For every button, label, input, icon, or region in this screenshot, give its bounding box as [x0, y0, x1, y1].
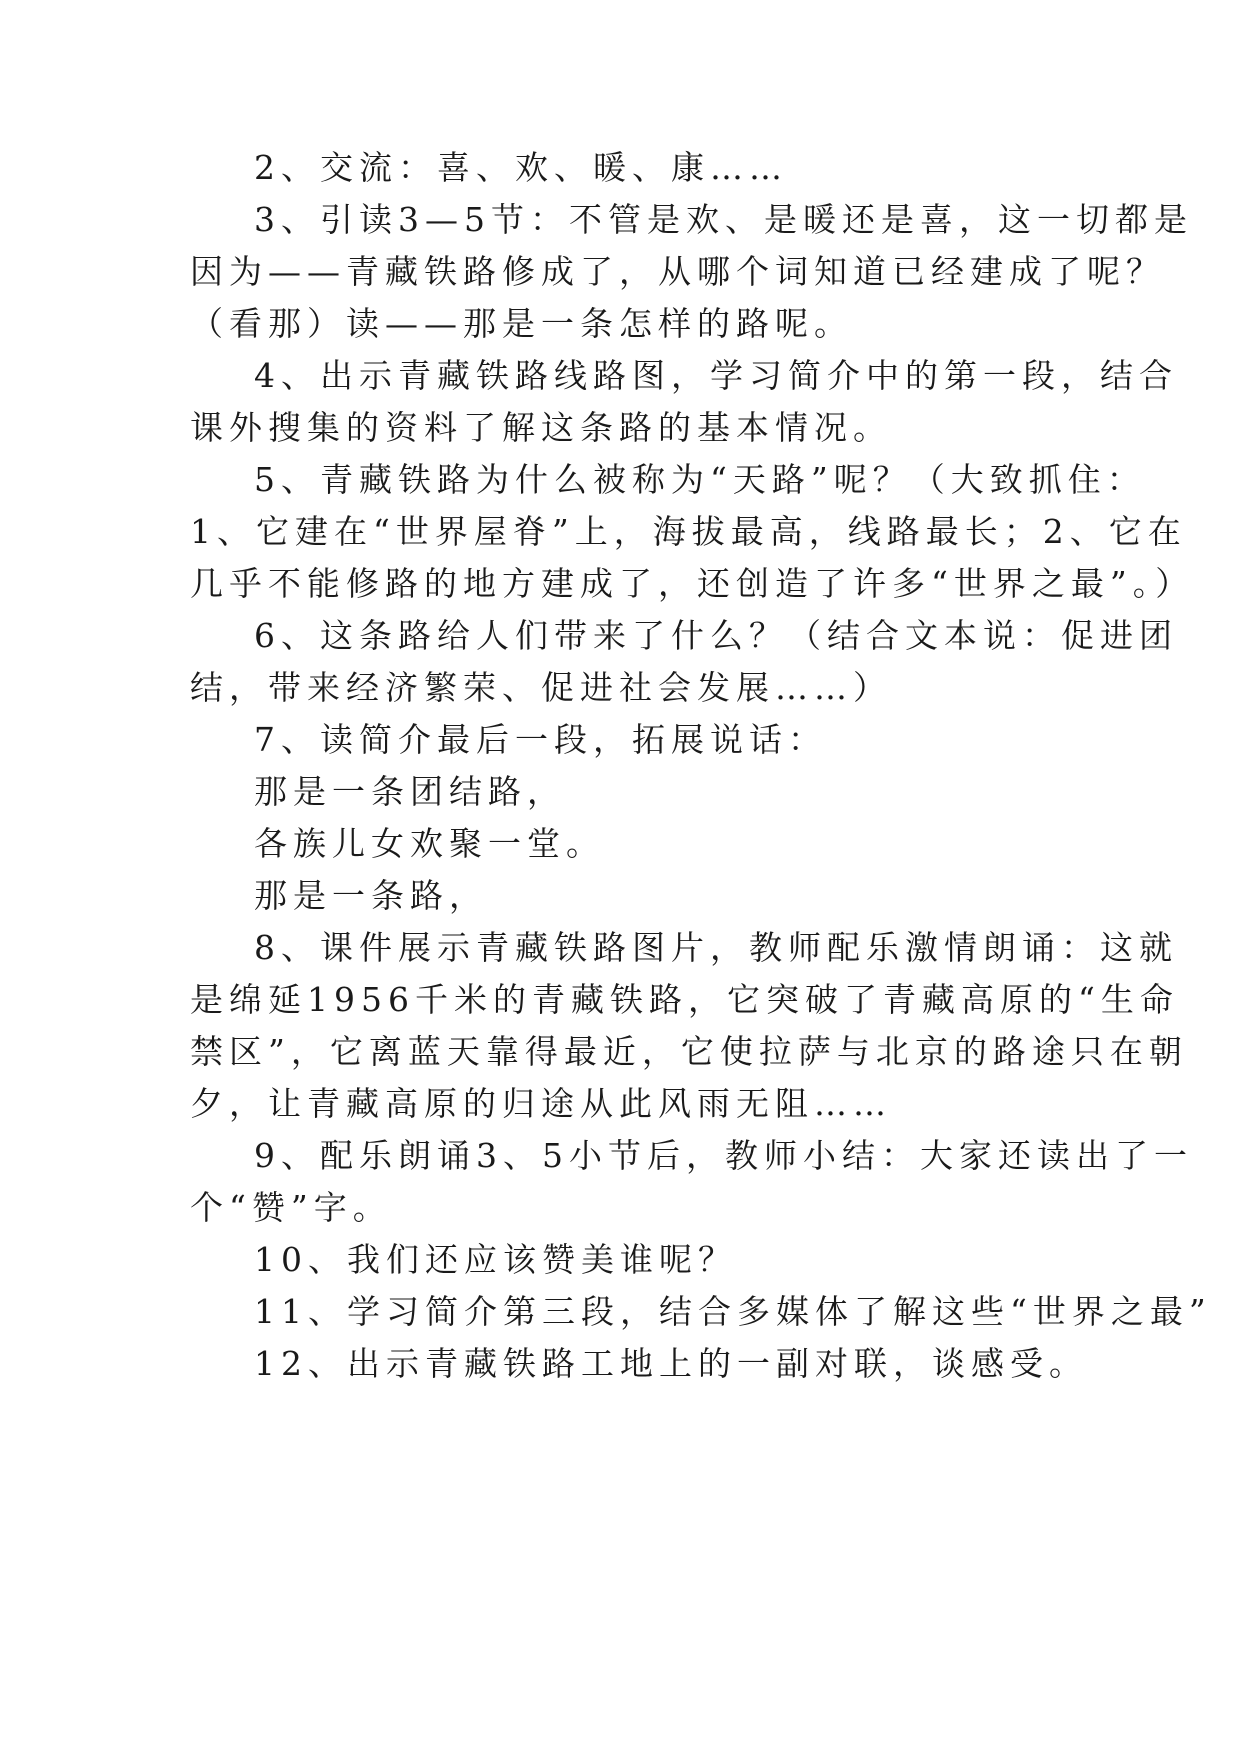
text-line: 6、这条路给人们带来了什么？（结合文本说：促进团 — [254, 616, 1178, 655]
text-line: 8、课件展示青藏铁路图片，教师配乐激情朗诵：这就 — [254, 928, 1178, 967]
text-line: 结，带来经济繁荣、促进社会发展……） — [190, 668, 892, 707]
text-line: 各族儿女欢聚一堂。 — [254, 824, 605, 863]
text-line: 7、读简介最后一段，拓展说话： — [254, 720, 827, 759]
text-line: 3、引读3—5节：不管是欢、是暖还是喜，这一切都是 — [254, 200, 1193, 239]
text-line: 1、它建在“世界屋脊”上，海拔最高，线路最长；2、它在 — [190, 512, 1187, 551]
text-line: 个“赞”字。 — [190, 1188, 392, 1227]
text-line: 4、出示青藏铁路线路图，学习简介中的第一段，结合 — [254, 356, 1178, 395]
text-line: 几乎不能修路的地方建成了，还创造了许多“世界之最”。） — [190, 564, 1195, 603]
text-line: 那是一条团结路， — [254, 772, 566, 811]
text-line: 是绵延1956千米的青藏铁路，它突破了青藏高原的“生命 — [190, 980, 1179, 1019]
text-line: 因为——青藏铁路修成了，从哪个词知道已经建成了呢？ — [190, 252, 1165, 291]
text-line: 9、配乐朗诵3、5小节后，教师小结：大家还读出了一 — [254, 1136, 1193, 1175]
text-line: 课外搜集的资料了解这条路的基本情况。 — [190, 408, 892, 447]
text-line: 夕，让青藏高原的归途从此风雨无阻…… — [190, 1084, 892, 1123]
text-line: 10、我们还应该赞美谁呢？ — [254, 1240, 737, 1279]
text-line: 12、出示青藏铁路工地上的一副对联，谈感受。 — [254, 1344, 1088, 1383]
text-line: 禁区”，它离蓝天靠得最近，它使拉萨与北京的路途只在朝 — [190, 1032, 1188, 1071]
text-line: 5、青藏铁路为什么被称为“天路”呢？（大致抓住： — [254, 460, 1146, 499]
text-line: 2、交流：喜、欢、暖、康…… — [254, 148, 788, 187]
text-line: 那是一条路， — [254, 876, 488, 915]
text-line: 11、学习简介第三段，结合多媒体了解这些“世界之最” — [254, 1292, 1212, 1331]
text-line: （看那）读——那是一条怎样的路呢。 — [190, 304, 853, 343]
